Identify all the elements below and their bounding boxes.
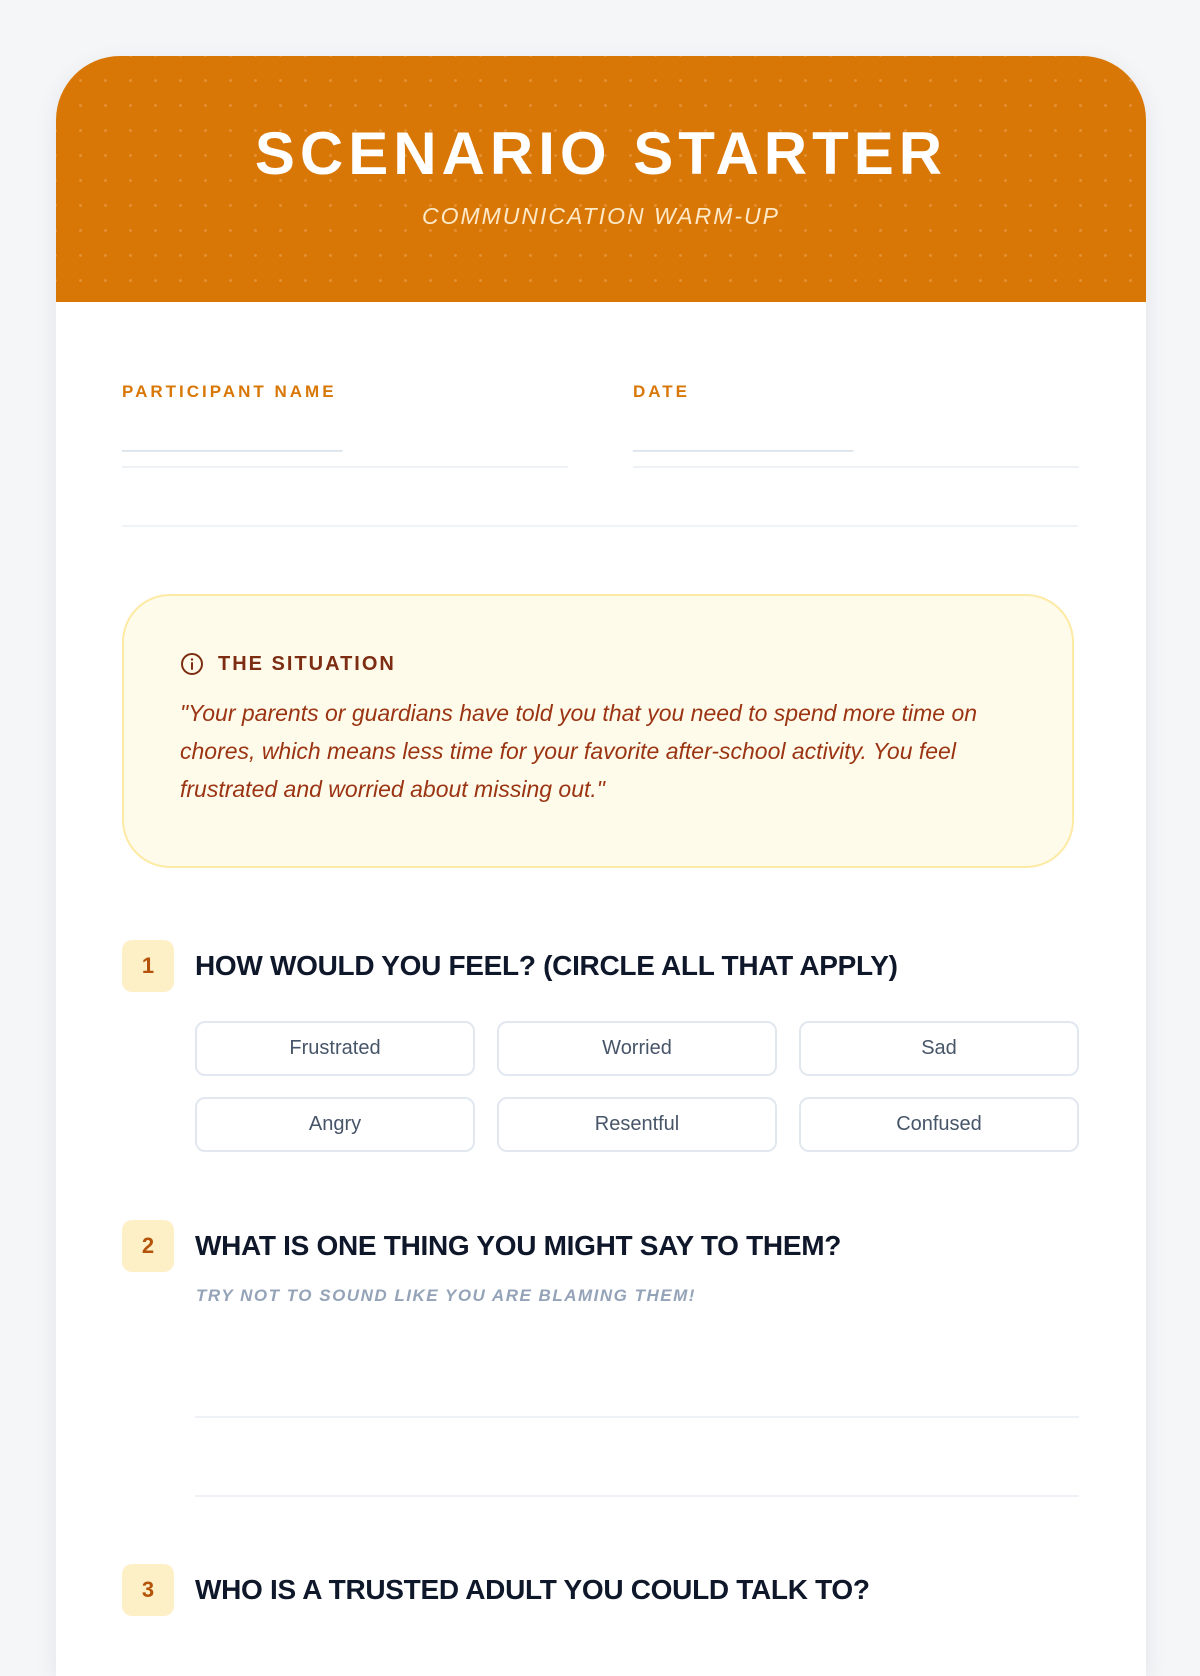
date-field[interactable] (633, 382, 1079, 468)
question-2 (122, 1220, 841, 1272)
question-text: WHO IS A TRUSTED ADULT YOU COULD TALK TO? (195, 1574, 870, 1605)
date-input[interactable]: ______________________ (633, 432, 854, 452)
header-banner (56, 56, 1146, 302)
situation-title: THE SITUATION (218, 652, 396, 675)
option-confused[interactable]: Confused (799, 1097, 1079, 1152)
date-underline (633, 466, 1079, 468)
answer-line[interactable] (195, 1416, 1079, 1418)
question-3 (122, 1564, 870, 1616)
participant-name-input[interactable]: ______________________ (122, 432, 343, 452)
option-sad[interactable]: Sad (799, 1021, 1079, 1076)
option-angry[interactable]: Angry (195, 1097, 475, 1152)
feelings-options (195, 1021, 1079, 1152)
info-icon (180, 652, 204, 676)
participant-name-field[interactable] (122, 382, 568, 468)
section-divider (122, 525, 1078, 527)
option-worried[interactable]: Worried (497, 1021, 777, 1076)
question-number-badge: 1 (122, 940, 174, 992)
question-number-badge: 2 (122, 1220, 174, 1272)
participant-name-underline (122, 466, 568, 468)
page-subtitle: COMMUNICATION WARM-UP (421, 203, 780, 229)
question-number-badge: 3 (122, 1564, 174, 1616)
participant-name-label: PARTICIPANT NAME (122, 382, 337, 401)
situation-text: "Your parents or guardians have told you that you need to spend more time on chores, which means less time for your favorite after-school activity. You feel frustrated and worried about missing out." (180, 700, 978, 802)
question-hint: TRY NOT TO SOUND LIKE YOU ARE BLAMING THEM! (196, 1286, 696, 1305)
question-text: HOW WOULD YOU FEEL? (CIRCLE ALL THAT APPLY) (195, 950, 898, 981)
answer-line[interactable] (195, 1495, 1079, 1497)
option-resentful[interactable]: Resentful (497, 1097, 777, 1152)
option-frustrated[interactable]: Frustrated (195, 1021, 475, 1076)
question-1 (122, 940, 898, 992)
situation-header (180, 650, 1016, 678)
question-text: WHAT IS ONE THING YOU MIGHT SAY TO THEM? (195, 1230, 842, 1261)
page-title: SCENARIO STARTER (254, 120, 948, 187)
date-label: DATE (633, 382, 691, 401)
situation-box (122, 594, 1074, 868)
worksheet-card (56, 56, 1146, 1676)
